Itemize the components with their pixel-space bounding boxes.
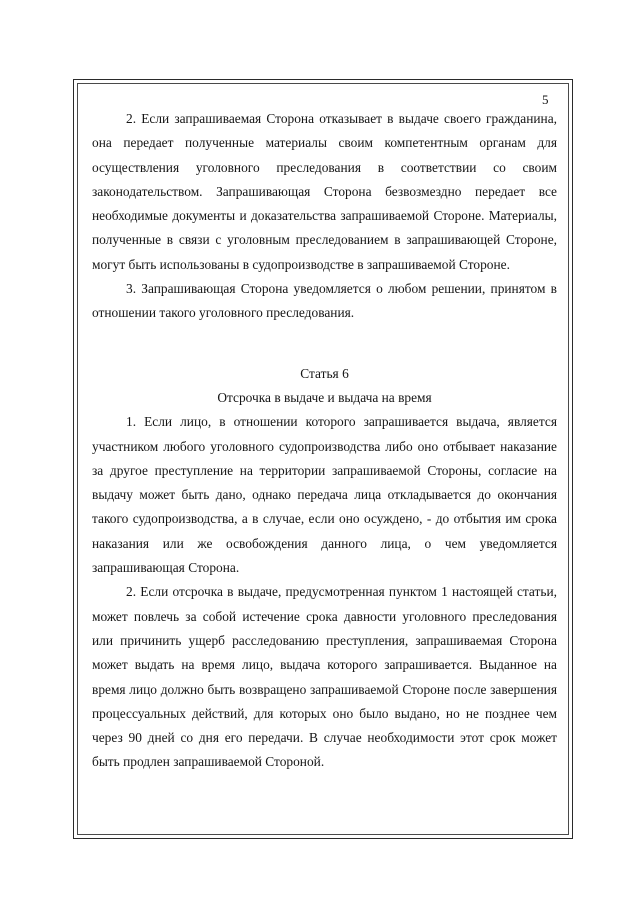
paragraph-2: 2. Если запрашиваемая Сторона отказывает в выдаче своего гражданина, она передает полученные материалы своим компетентным органам для осуществления уголовного преследования в соответствии со своим законодательством. Запрашивающая Сторона безвозмездно передает все необходимые документы и доказательства запрашиваемой Стороне. Материалы, полученные в связи с уголовным преследованием в запрашивающей Стороне, могут быть использованы в судопроизводстве в запрашиваемой Стороне. <box>92 111 557 272</box>
article-number: Статья 6 <box>300 365 349 381</box>
spacer <box>92 326 557 350</box>
article-title: Отсрочка в выдаче и выдача на время <box>217 389 432 405</box>
paragraph-3: 3. Запрашивающая Сторона уведомляется о любом решении, принятом в отношении такого уголовного преследования. <box>92 281 557 321</box>
article-paragraph-1: 1. Если лицо, в отношении которого запрашивается выдача, является участником любого уголовного судопроизводства либо оно отбывает наказание за другое преступление на территории запрашиваемой Стороны, согласие на выдачу может быть дано, однако передача лица откладывается до окончания такого судопроизводства, а в случае, если оно осуждено, - до отбытия им срока наказания или же освобождения данного лица, о чем уведомляется запрашивающая Сторона. <box>92 414 557 576</box>
document-body <box>92 107 557 775</box>
page-number: 5 <box>542 92 549 107</box>
article-paragraph-2: 2. Если отсрочка в выдаче, предусмотренная пунктом 1 настоящей статьи, может повлечь за собой истечение срока давности уголовного преследования или причинить ущерб расследованию преступления, запрашиваемая Сторона может выдать на время лицо, выдача которого запрашивается. Выданное на время лицо должно быть возвращено запрашиваемой Стороне после завершения процессуальных действий, для которых оно было выдано, но не позднее чем через 90 дней со дня его передачи. В случае необходимости этот срок может быть продлен запрашиваемой Стороной. <box>92 584 557 770</box>
